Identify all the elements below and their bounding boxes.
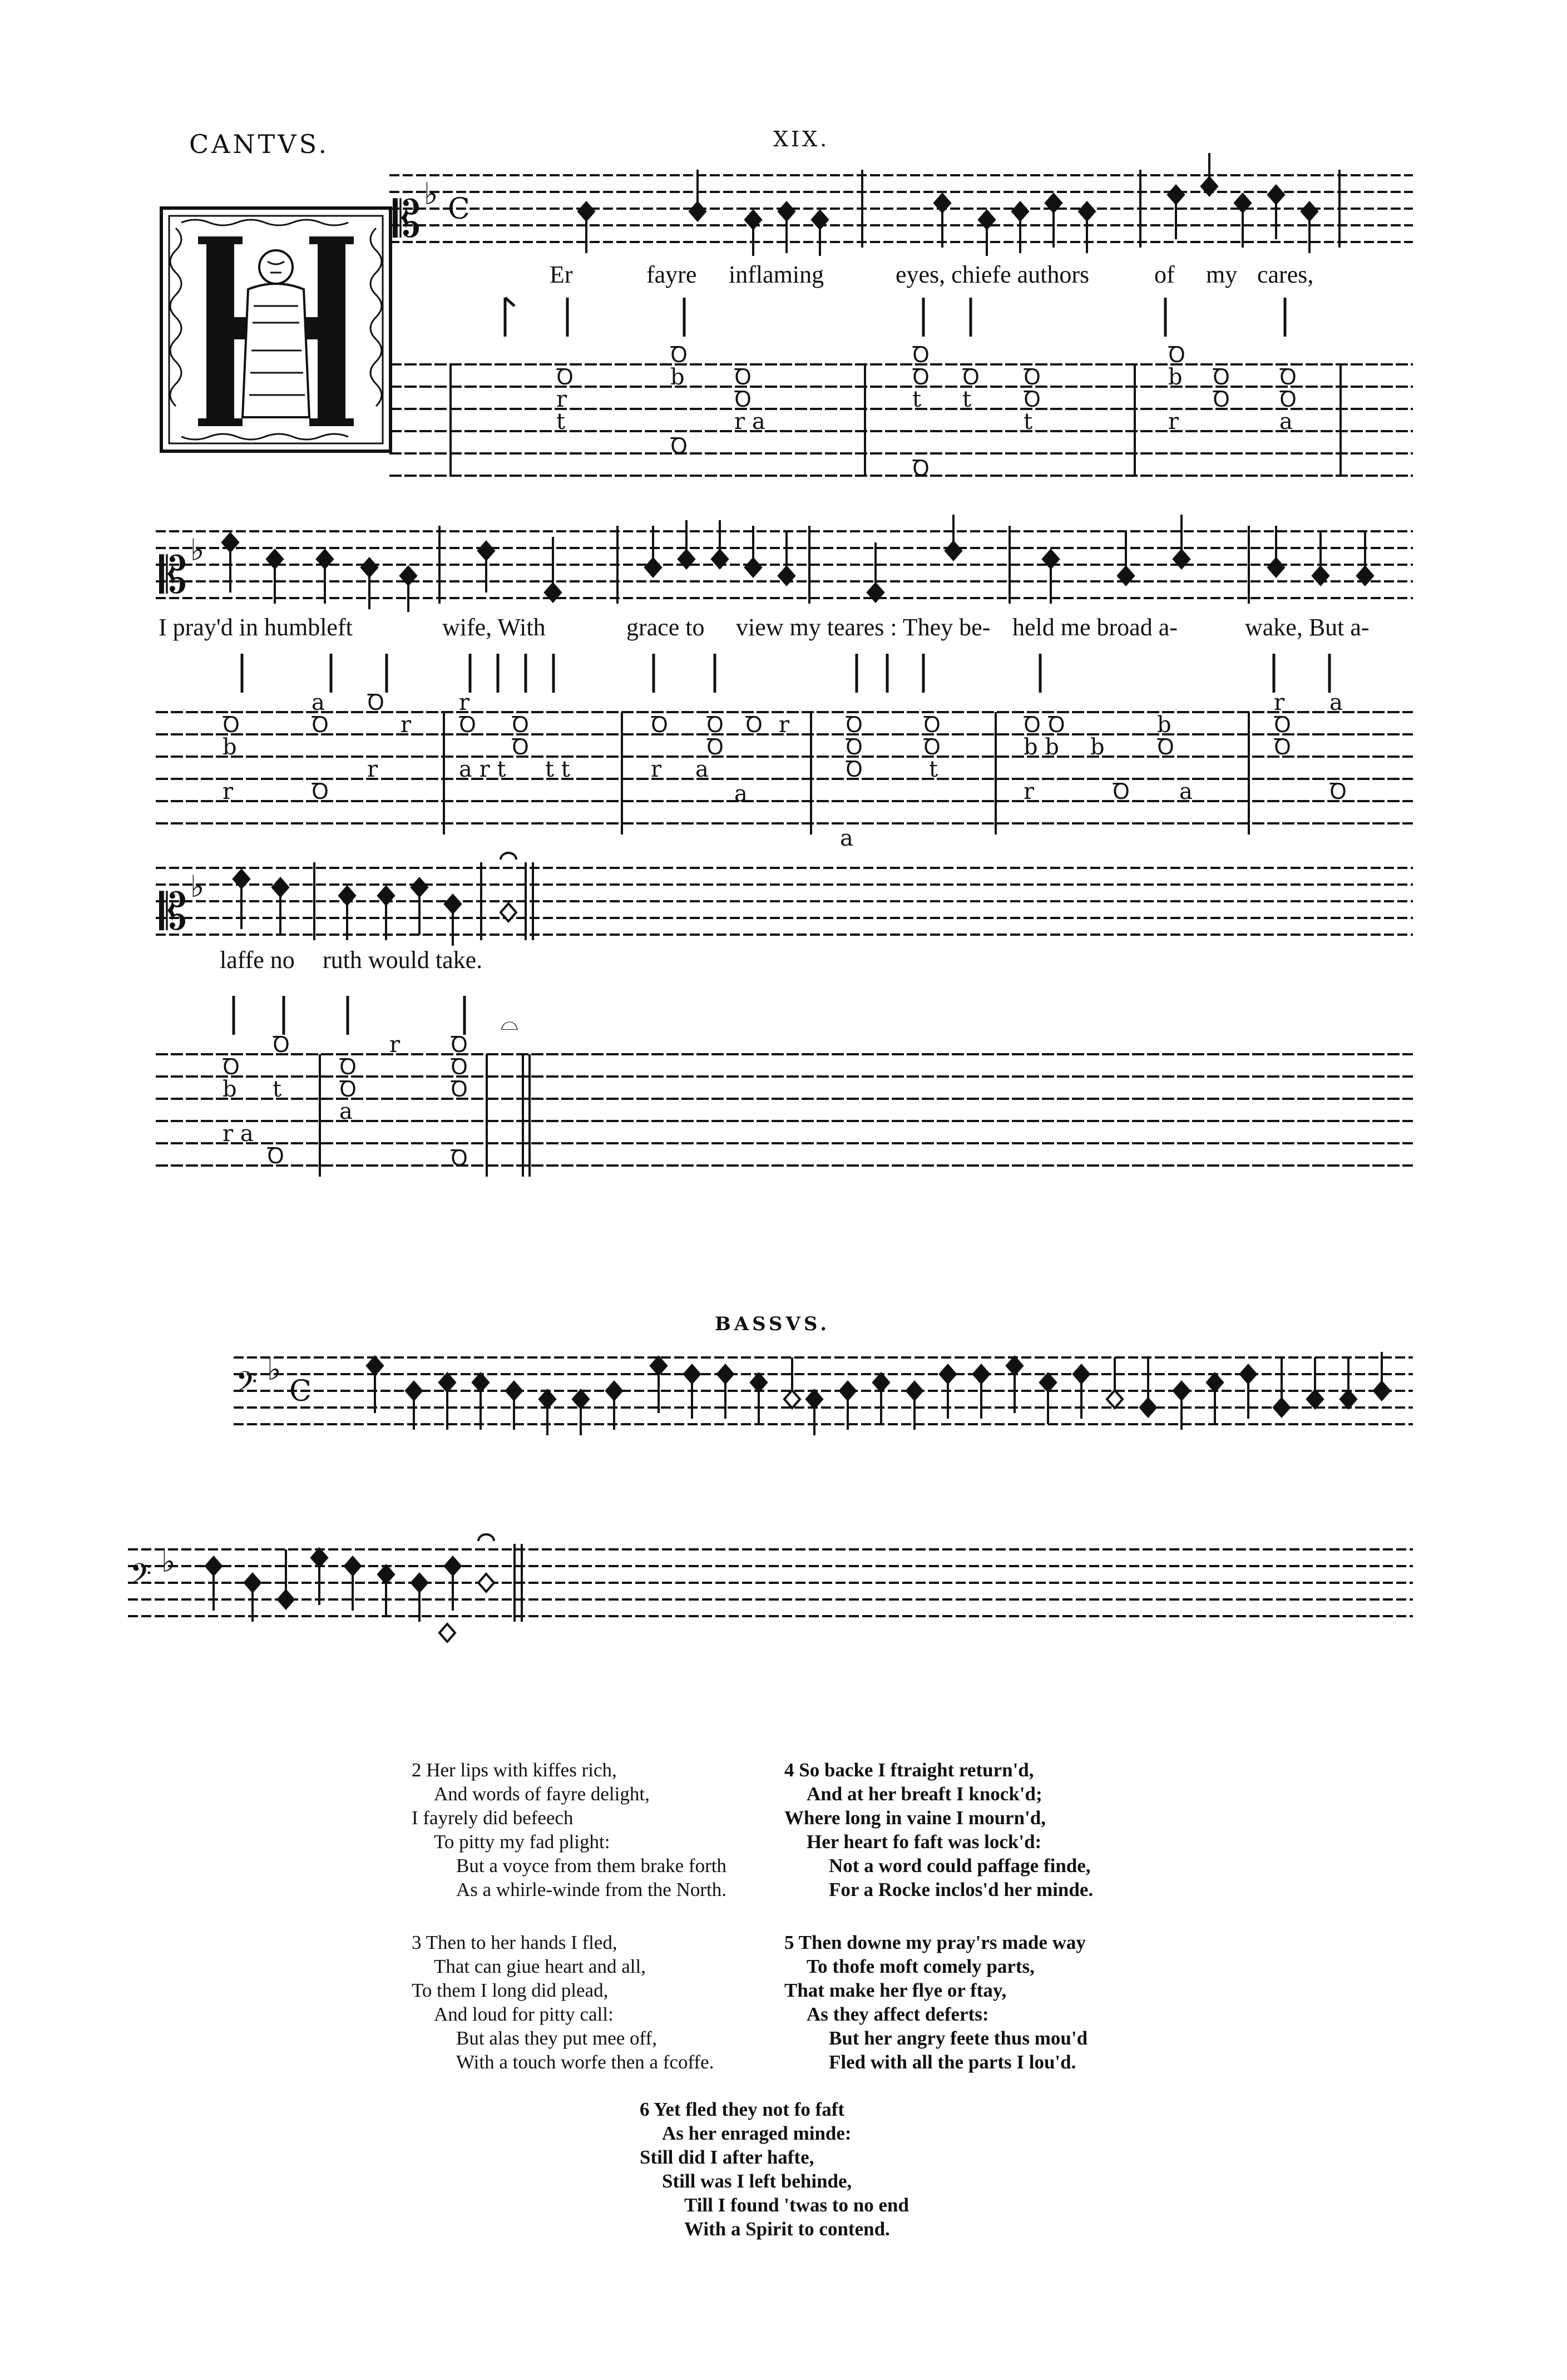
svg-text:Ꝺ: Ꝺ bbox=[339, 1054, 357, 1080]
svg-text:Ꝺ: Ꝺ bbox=[1024, 364, 1041, 390]
svg-text:r: r bbox=[223, 779, 234, 804]
svg-text:Ꝺ: Ꝺ bbox=[1274, 712, 1292, 738]
svg-text:𝄢: 𝄢 bbox=[130, 1558, 152, 1597]
svg-text:Ꝺ: Ꝺ bbox=[912, 364, 930, 390]
svg-text:Ꝺ Ꝺ: Ꝺ Ꝺ bbox=[1024, 712, 1065, 738]
svg-text:♭: ♭ bbox=[267, 1352, 281, 1387]
verse-number: 4 bbox=[784, 1759, 794, 1781]
verse-2: 2 Her lips with kiffes rich, And words of fayre delight, I fayrely did befeech To pitty my fad plight: But a voyce from them brake forth As a whirle-winde from the North. bbox=[412, 1759, 726, 1900]
cantus-staff-3 bbox=[156, 851, 1413, 951]
svg-text:Ꝺ: Ꝺ bbox=[962, 364, 980, 390]
svg-text:Ꝺ: Ꝺ bbox=[459, 712, 477, 738]
svg-text:t: t bbox=[556, 409, 566, 434]
svg-text:Ꝺ: Ꝺ bbox=[223, 712, 240, 738]
lyric-syllable: wake, But a- bbox=[1245, 614, 1370, 641]
lyric-syllable: grace to bbox=[626, 614, 705, 641]
lyric-syllable: held me broad a- bbox=[1012, 614, 1178, 641]
lute-tablature-2 bbox=[156, 645, 1413, 868]
svg-text:Ꝺ: Ꝺ bbox=[267, 1143, 285, 1169]
verse-number: 5 bbox=[784, 1932, 794, 1953]
svg-text:b: b bbox=[223, 1077, 237, 1102]
svg-text:a: a bbox=[840, 826, 853, 851]
svg-text:Ꝺ: Ꝺ bbox=[1168, 342, 1186, 368]
cantus-staff-2 bbox=[156, 515, 1413, 620]
svg-text:t t: t t bbox=[545, 757, 570, 782]
svg-text:Ꝺ: Ꝺ bbox=[651, 712, 669, 738]
svg-text:Ꝺ: Ꝺ bbox=[273, 1032, 290, 1058]
svg-text:Ꝺ: Ꝺ bbox=[223, 1054, 240, 1080]
svg-text:r: r bbox=[1274, 690, 1285, 715]
song-number: XIX. bbox=[773, 127, 830, 151]
svg-text:Ꝺ: Ꝺ bbox=[734, 364, 752, 390]
svg-text:b: b bbox=[223, 734, 237, 760]
svg-text:Ꝺ: Ꝺ bbox=[745, 712, 763, 738]
verse-5: 5 Then downe my pray'rs made way To thofe moft comely parts, That make her flye or ftay, As they affect deferts: But her angry feete thus mou'd Fled with all the parts I lou'd. bbox=[784, 1932, 1088, 2073]
svg-text:Ꝺ: Ꝺ bbox=[846, 734, 863, 760]
svg-text:Ꝺ: Ꝺ bbox=[923, 734, 941, 760]
svg-text:t: t bbox=[962, 387, 972, 412]
verse-number: 6 bbox=[640, 2098, 650, 2120]
lyric-syllable: cares, bbox=[1257, 261, 1314, 288]
svg-text:Ꝺ: Ꝺ bbox=[1279, 387, 1297, 412]
decorated-initial-H bbox=[159, 206, 393, 453]
svg-text:Ꝺ: Ꝺ bbox=[451, 1032, 468, 1058]
svg-text:♭: ♭ bbox=[424, 176, 438, 211]
svg-text:r a: r a bbox=[734, 409, 765, 434]
lyric-syllable: of bbox=[1154, 261, 1175, 288]
svg-text:a: a bbox=[695, 757, 709, 782]
svg-text:b: b bbox=[1157, 712, 1171, 738]
svg-text:Ꝺ: Ꝺ bbox=[912, 342, 930, 368]
svg-text:Ꝺ: Ꝺ bbox=[1024, 387, 1041, 412]
svg-text:Ꝺ: Ꝺ bbox=[556, 364, 574, 390]
lyric-syllable: eyes, chiefe authors bbox=[896, 261, 1090, 288]
svg-text:Ꝺ: Ꝺ bbox=[706, 712, 724, 738]
bassus-staff-2 bbox=[128, 1527, 1413, 1644]
lyric-syllable: ruth would take. bbox=[323, 946, 483, 974]
svg-text:r: r bbox=[556, 387, 567, 412]
bassus-staff-1 bbox=[234, 1335, 1413, 1446]
svg-text:t: t bbox=[912, 387, 922, 412]
svg-text:a: a bbox=[734, 781, 748, 807]
svg-text:t: t bbox=[1024, 409, 1033, 434]
svg-text:Ꝺ: Ꝺ bbox=[670, 342, 688, 368]
svg-text:Ꝺ: Ꝺ bbox=[734, 387, 752, 412]
svg-text:𝄢: 𝄢 bbox=[236, 1366, 258, 1405]
svg-text:Ꝺ: Ꝺ bbox=[512, 712, 530, 738]
svg-text:C: C bbox=[289, 1375, 312, 1408]
verse-number: 2 bbox=[412, 1759, 422, 1781]
svg-text:Ꝺ: Ꝺ bbox=[451, 1077, 468, 1102]
svg-text:Ꝺ: Ꝺ bbox=[846, 712, 863, 738]
svg-text:b: b bbox=[1090, 734, 1105, 760]
bassus-title: BASSVS. bbox=[715, 1313, 831, 1335]
lyric-syllable: my bbox=[1206, 261, 1238, 288]
svg-text:r: r bbox=[459, 690, 470, 715]
svg-text:b b: b b bbox=[1024, 734, 1059, 760]
svg-text:⌓: ⌓ bbox=[501, 1010, 518, 1035]
svg-text:a: a bbox=[1329, 690, 1343, 715]
svg-text:r: r bbox=[367, 757, 378, 782]
svg-text:Ꝺ: Ꝺ bbox=[451, 1054, 468, 1080]
lyric-syllable: wife, With bbox=[442, 614, 546, 641]
svg-text:𝄡: 𝄡 bbox=[393, 190, 421, 249]
svg-text:Ꝺ: Ꝺ bbox=[1279, 364, 1297, 390]
svg-text:r a: r a bbox=[223, 1121, 254, 1147]
svg-text:Ꝺ: Ꝺ bbox=[846, 757, 863, 782]
svg-text:Ꝺ: Ꝺ bbox=[670, 433, 688, 459]
svg-text:a: a bbox=[312, 690, 325, 715]
verse-6: 6 Yet fled they not fo faft As her enraged minde: Still did I after hafte, Still was I left behinde, Till I found 'twas to no end With a Spirit to contend. bbox=[640, 2098, 909, 2240]
svg-text:a: a bbox=[1179, 779, 1193, 804]
svg-text:r: r bbox=[1024, 779, 1035, 804]
svg-text:t: t bbox=[273, 1077, 282, 1102]
svg-text:r: r bbox=[779, 712, 790, 738]
svg-text:Ꝺ: Ꝺ bbox=[1274, 734, 1292, 760]
verse-number: 3 bbox=[412, 1932, 422, 1953]
lyric-syllable: laffe no bbox=[220, 946, 295, 974]
svg-text:Ꝺ: Ꝺ bbox=[367, 690, 385, 715]
lyric-syllable: Er bbox=[550, 261, 573, 288]
svg-text:a: a bbox=[1279, 409, 1293, 434]
svg-text:Ꝺ: Ꝺ bbox=[706, 734, 724, 760]
svg-text:r: r bbox=[389, 1032, 401, 1058]
lyric-syllable: fayre bbox=[646, 261, 697, 288]
svg-text:r: r bbox=[401, 712, 412, 738]
svg-text:Ꝺ: Ꝺ bbox=[912, 456, 930, 481]
svg-text:Ꝺ: Ꝺ bbox=[923, 712, 941, 738]
svg-text:Ꝺ: Ꝺ bbox=[312, 712, 329, 738]
svg-text:b: b bbox=[670, 364, 685, 390]
svg-text:Ꝺ: Ꝺ bbox=[1329, 779, 1347, 804]
lyric-syllable: view my teares : They be- bbox=[736, 614, 991, 641]
svg-text:t: t bbox=[929, 757, 938, 782]
svg-text:Ꝺ: Ꝺ bbox=[512, 734, 530, 760]
svg-text:C: C bbox=[448, 192, 470, 226]
verse-4: 4 So backe I ftraight return'd, And at her breaft I knock'd; Where long in vaine I mourn'd, Her heart fo faft was lock'd: Not a word could paffage finde, For a Rocke inclos'd her minde. bbox=[784, 1759, 1094, 1900]
cantus-staff-1 bbox=[389, 159, 1413, 264]
lute-tablature-1 bbox=[389, 292, 1413, 498]
svg-text:𝄡: 𝄡 bbox=[159, 546, 187, 605]
svg-text:Ꝺ: Ꝺ bbox=[339, 1077, 357, 1102]
svg-text:b: b bbox=[1168, 364, 1183, 390]
voice-part-label: CANTVS. bbox=[189, 129, 330, 159]
lute-tablature-3 bbox=[156, 987, 1413, 1188]
svg-text:♭: ♭ bbox=[190, 869, 205, 904]
svg-text:a: a bbox=[339, 1099, 353, 1124]
svg-text:r: r bbox=[1168, 409, 1179, 434]
svg-text:Ꝺ: Ꝺ bbox=[1157, 734, 1175, 760]
svg-text:r: r bbox=[651, 757, 662, 782]
svg-text:Ꝺ: Ꝺ bbox=[1213, 387, 1230, 412]
verse-3: 3 Then to her hands I fled, That can giue heart and all, To them I long did plead, And loud for pitty call: But alas they put mee off, With a touch worfe then a fcoffe. bbox=[412, 1932, 714, 2073]
lyric-syllable: I pray'd in humbleft bbox=[159, 614, 353, 641]
svg-text:Ꝺ: Ꝺ bbox=[312, 779, 329, 804]
svg-text:♭: ♭ bbox=[161, 1544, 176, 1579]
lyric-syllable: inflaming bbox=[729, 261, 824, 288]
svg-text:𝄡: 𝄡 bbox=[159, 883, 187, 941]
svg-text:♭: ♭ bbox=[190, 532, 205, 567]
svg-text:a r t: a r t bbox=[459, 757, 506, 782]
svg-text:Ꝺ: Ꝺ bbox=[1113, 779, 1130, 804]
svg-text:Ꝺ: Ꝺ bbox=[1213, 364, 1230, 390]
svg-text:Ꝺ: Ꝺ bbox=[451, 1145, 468, 1171]
